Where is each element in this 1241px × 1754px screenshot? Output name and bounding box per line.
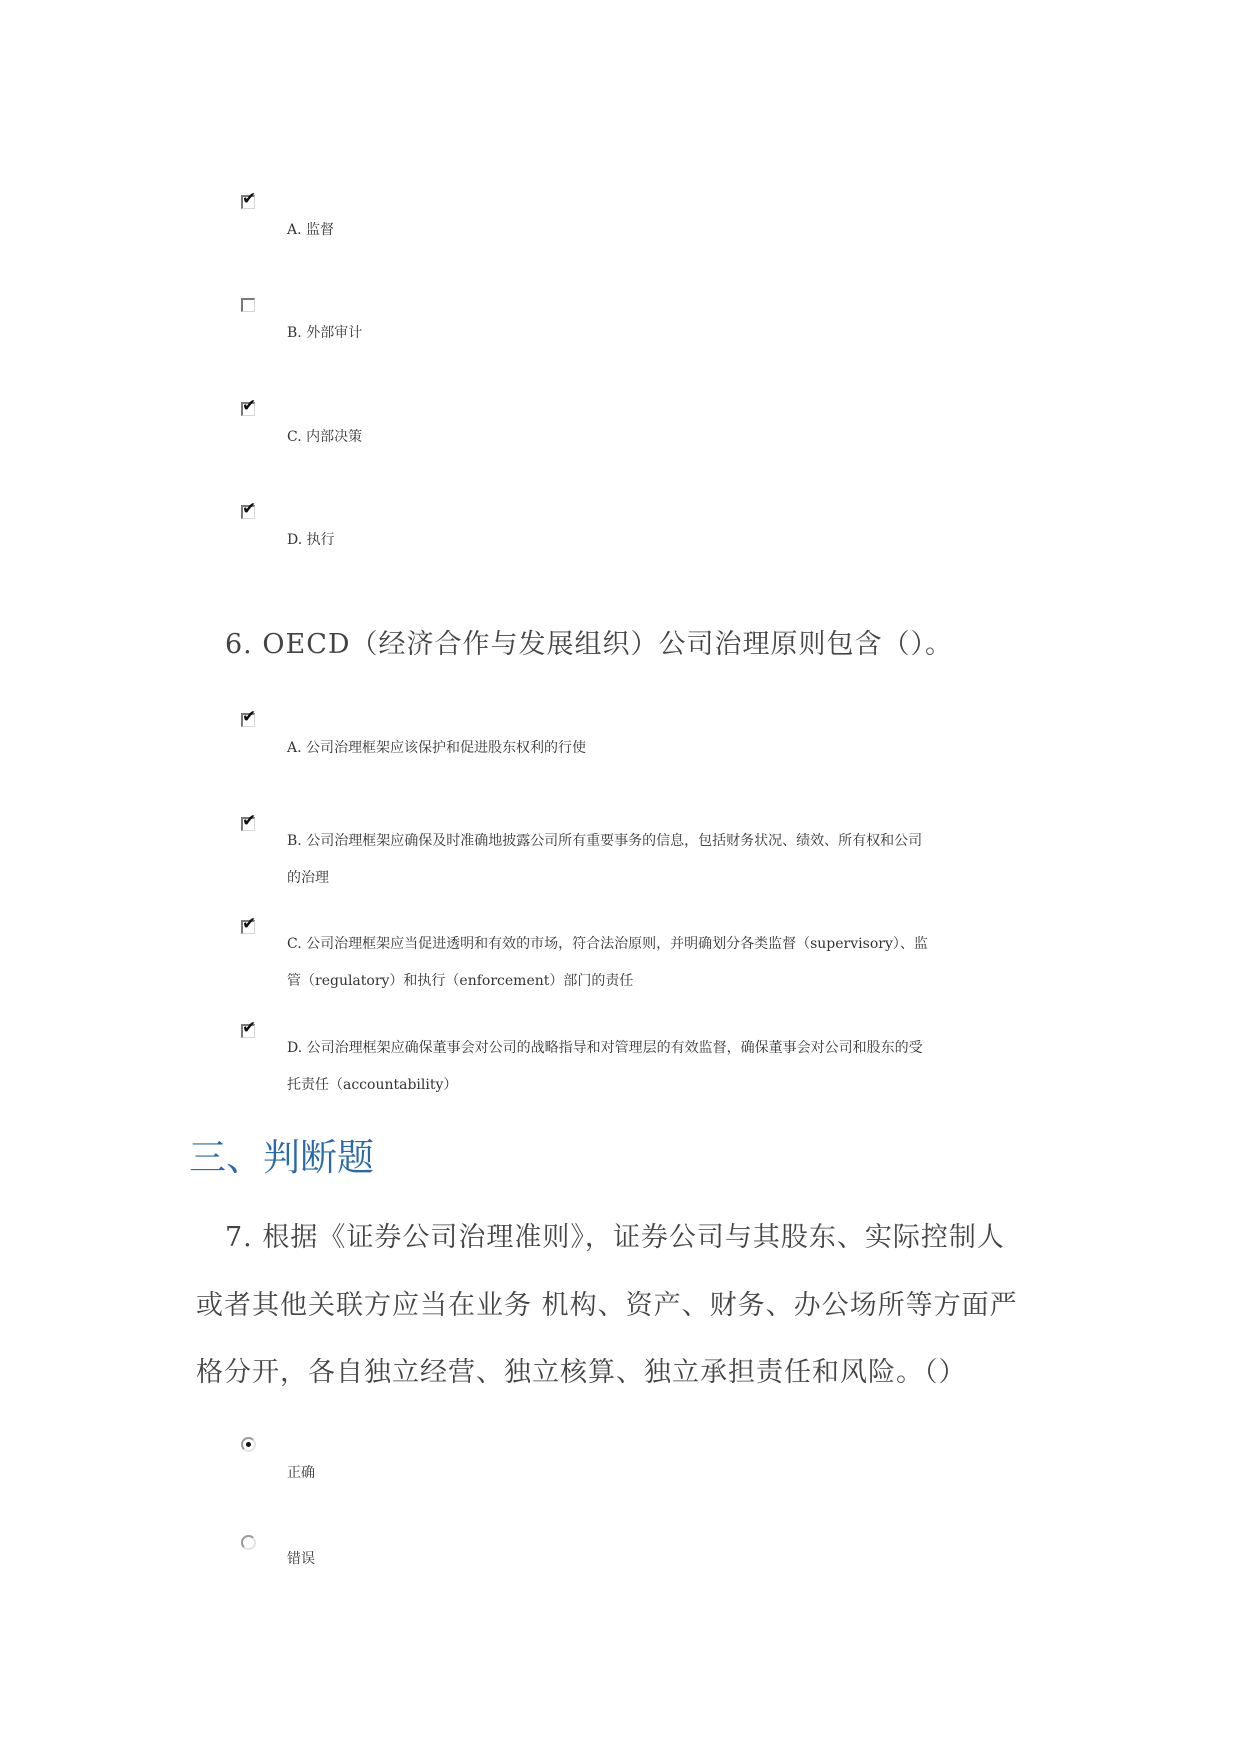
checkbox-q6-a[interactable]: [241, 707, 257, 727]
question-7-line-3: 格分开，各自独立经营、独立核算、独立承担责任和风险。（）: [196, 1357, 967, 1388]
check-icon: ✔: [242, 189, 257, 209]
question-6: 6. OECD（经济合作与发展组织）公司治理原则包含（）。: [225, 629, 953, 660]
option-q6-b-line-1: B. 公司治理框架应确保及时准确地披露公司所有重要事务的信息，包括财务状况、绩效、所有权和公司: [287, 833, 923, 849]
question-7-line-1: 7. 根据《证券公司治理准则》，证券公司与其股东、实际控制人: [225, 1222, 1005, 1253]
option-q6-a: A. 公司治理框架应该保护和促进股东权利的行使: [287, 740, 587, 756]
option-q5-a: A. 监督: [287, 222, 335, 238]
check-icon: ✔: [242, 811, 257, 831]
checkbox-q5-c[interactable]: [241, 396, 257, 416]
checkbox-q5-b[interactable]: [241, 298, 255, 312]
check-icon: ✔: [242, 914, 257, 934]
check-icon: ✔: [242, 499, 257, 519]
checkbox-q5-d[interactable]: [241, 499, 257, 519]
checkbox-q6-c[interactable]: [241, 914, 257, 934]
option-q7-true: 正确: [287, 1465, 315, 1481]
option-q6-d-line-1: D. 公司治理框架应确保董事会对公司的战略指导和对管理层的有效监督，确保董事会对公司和股东的受: [287, 1040, 923, 1056]
option-q5-d: D. 执行: [287, 532, 335, 548]
check-icon: ✔: [242, 396, 257, 416]
option-q6-b: [287, 823, 922, 897]
checkbox-q6-b[interactable]: [241, 811, 257, 831]
option-q5-c: C. 内部决策: [287, 429, 363, 445]
check-icon: ✔: [242, 707, 257, 727]
option-q6-c: [287, 926, 928, 1000]
check-icon: ✔: [242, 1018, 257, 1038]
checkbox-q6-d[interactable]: [241, 1018, 257, 1038]
option-q6-b-line-2: 的治理: [287, 870, 329, 886]
option-q6-d-line-2: 托责任（accountability）: [287, 1077, 458, 1093]
option-q6-c-line-1: C. 公司治理框架应当促进透明和有效的市场，符合法治原则，并明确划分各类监督（supervisory）、监: [287, 936, 928, 952]
question-7-line-2: 或者其他关联方应当在业务 机构、资产、财务、办公场所等方面严: [196, 1290, 1018, 1321]
option-q7-false: 错误: [287, 1551, 315, 1567]
option-q6-d: [287, 1030, 923, 1104]
option-q6-c-line-2: 管（regulatory）和执行（enforcement）部门的责任: [287, 973, 634, 989]
option-q5-b: B. 外部审计: [287, 325, 363, 341]
radio-q7-true[interactable]: [241, 1437, 256, 1452]
checkbox-q5-a[interactable]: [241, 189, 257, 209]
radio-dot-icon: [246, 1442, 251, 1447]
radio-q7-false[interactable]: [241, 1535, 256, 1550]
section-heading: 三、判断题: [189, 1136, 374, 1179]
